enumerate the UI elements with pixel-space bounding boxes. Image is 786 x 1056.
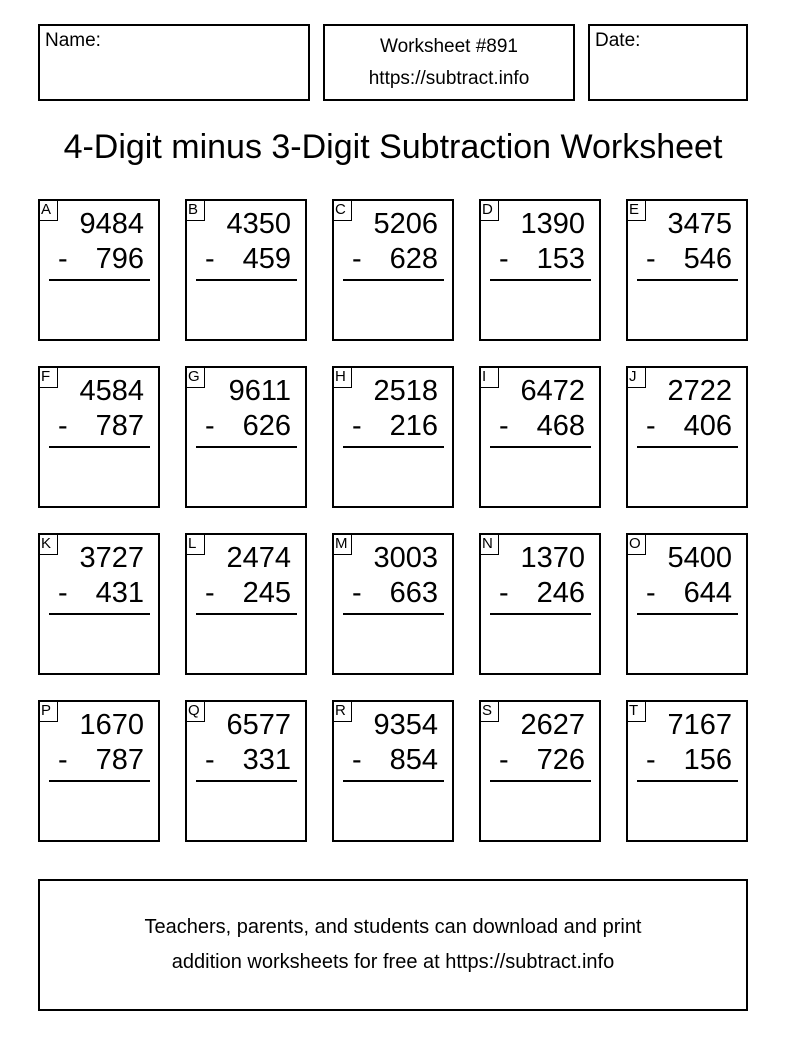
subtrahend: 156 [683,744,732,776]
minuend: 7167 [667,709,732,741]
minuend: 6472 [520,375,585,407]
minus-sign: - [205,410,215,442]
footer-line-2: addition worksheets for free at https://subtract.info [171,951,615,973]
problem-letter: R [332,700,352,722]
subtrahend: 796 [95,243,144,275]
minuend: 9484 [79,208,144,240]
problem-letter: G [185,366,205,388]
problem-letter: P [38,700,58,722]
answer-line [343,780,444,782]
problem-letter: C [332,199,352,221]
minuend: 3003 [373,542,438,574]
minus-sign: - [352,744,362,776]
subtrahend: 245 [242,577,291,609]
answer-line [637,613,738,615]
answer-line [196,279,297,281]
minus-sign: - [646,243,656,275]
problem-b[interactable] [185,199,307,341]
minus-sign: - [499,744,509,776]
answer-line [196,780,297,782]
subtrahend: 626 [242,410,291,442]
problem-l[interactable] [185,533,307,675]
minuend: 4350 [226,208,291,240]
problem-t[interactable] [626,700,748,842]
minuend: 2627 [520,709,585,741]
minuend: 5206 [373,208,438,240]
minus-sign: - [205,744,215,776]
problem-k[interactable] [38,533,160,675]
problem-letter: A [38,199,58,221]
problem-letter: F [38,366,58,388]
subtrahend: 546 [683,243,732,275]
answer-line [490,279,591,281]
answer-line [343,613,444,615]
problem-n[interactable] [479,533,601,675]
minuend: 6577 [226,709,291,741]
answer-line [637,279,738,281]
minuend: 1390 [520,208,585,240]
problem-letter: Q [185,700,205,722]
footer-line-1: Teachers, parents, and students can download and print [144,916,642,938]
problem-p[interactable] [38,700,160,842]
problem-s[interactable] [479,700,601,842]
minus-sign: - [499,577,509,609]
subtrahend: 787 [95,410,144,442]
minus-sign: - [205,243,215,275]
minus-sign: - [499,410,509,442]
answer-line [49,279,150,281]
page-title: 4-Digit minus 3-Digit Subtraction Worksheet [63,128,723,166]
minus-sign: - [646,410,656,442]
problem-f[interactable] [38,366,160,508]
subtrahend: 153 [536,243,585,275]
answer-line [343,279,444,281]
subtrahend: 644 [683,577,732,609]
worksheet-url: https://subtract.info [368,68,530,89]
minuend: 9354 [373,709,438,741]
subtrahend: 854 [389,744,438,776]
minuend: 2722 [667,375,732,407]
problem-letter: S [479,700,499,722]
problem-letter: M [332,533,352,555]
problem-h[interactable] [332,366,454,508]
minuend: 3475 [667,208,732,240]
problem-letter: N [479,533,499,555]
subtrahend: 431 [95,577,144,609]
problem-e[interactable] [626,199,748,341]
minuend: 5400 [667,542,732,574]
problem-letter: T [626,700,646,722]
minuend: 1670 [79,709,144,741]
minus-sign: - [352,410,362,442]
name-label: Name: [45,30,101,51]
problem-letter: D [479,199,499,221]
subtrahend: 216 [389,410,438,442]
minuend: 1370 [520,542,585,574]
subtrahend: 459 [242,243,291,275]
minuend: 3727 [79,542,144,574]
problem-letter: O [626,533,646,555]
worksheet-number: Worksheet #891 [379,36,518,57]
problem-letter: H [332,366,352,388]
minus-sign: - [58,577,68,609]
problem-q[interactable] [185,700,307,842]
minus-sign: - [58,243,68,275]
problem-r[interactable] [332,700,454,842]
answer-line [637,780,738,782]
answer-line [490,613,591,615]
problem-letter: E [626,199,646,221]
minuend: 4584 [79,375,144,407]
problem-letter: B [185,199,205,221]
answer-line [49,446,150,448]
problem-letter: K [38,533,58,555]
answer-line [196,446,297,448]
problem-c[interactable] [332,199,454,341]
minuend: 9611 [228,375,291,407]
minus-sign: - [499,243,509,275]
minuend: 2518 [373,375,438,407]
minus-sign: - [205,577,215,609]
problem-a[interactable] [38,199,160,341]
minus-sign: - [646,744,656,776]
answer-line [490,780,591,782]
worksheet-info-box [323,24,575,101]
answer-line [343,446,444,448]
answer-line [196,613,297,615]
minus-sign: - [352,243,362,275]
subtrahend: 628 [389,243,438,275]
minus-sign: - [646,577,656,609]
answer-line [49,780,150,782]
problem-letter: J [626,366,646,388]
minus-sign: - [58,744,68,776]
subtrahend: 331 [242,744,291,776]
answer-line [490,446,591,448]
subtrahend: 663 [389,577,438,609]
minus-sign: - [58,410,68,442]
footer-box [38,879,748,1011]
problem-letter: L [185,533,205,555]
problem-i[interactable] [479,366,601,508]
problem-d[interactable] [479,199,601,341]
date-box[interactable] [588,24,748,101]
problem-j[interactable] [626,366,748,508]
name-box[interactable] [38,24,310,101]
subtrahend: 468 [536,410,585,442]
subtrahend: 406 [683,410,732,442]
problem-letter: I [479,366,499,388]
subtrahend: 787 [95,744,144,776]
answer-line [49,613,150,615]
problem-m[interactable] [332,533,454,675]
subtrahend: 246 [536,577,585,609]
subtrahend: 726 [536,744,585,776]
date-label: Date: [595,30,641,51]
minus-sign: - [352,577,362,609]
problem-o[interactable] [626,533,748,675]
answer-line [637,446,738,448]
problem-g[interactable] [185,366,307,508]
minuend: 2474 [226,542,291,574]
